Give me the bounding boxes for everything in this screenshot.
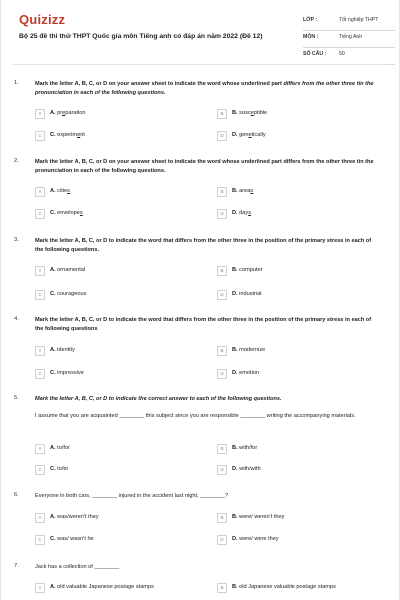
option-text: D. were/ were they xyxy=(232,536,279,542)
option-text: D. industrial xyxy=(232,291,262,297)
option-text: C. courageous xyxy=(50,291,87,297)
page-title: Bộ 25 đề thi thử THPT Quốc gia môn Tiếng anh có đáp án năm 2022 (Đề 12) xyxy=(19,33,263,40)
option-text: A. ornamental xyxy=(50,267,86,273)
option-text: D. emotion xyxy=(232,370,260,376)
option-text: D. genetically xyxy=(232,132,266,138)
prompt-main: Mark the letter A, B, C, or D on your answer sheet to indicate the word whose underlined part xyxy=(35,81,284,87)
question-prompt: Mark the letter A, B, C, or D to indicate the word that differs from the other three in the position of the primary stress in each of the following questions xyxy=(35,317,372,332)
question-number: 3. xyxy=(14,237,19,243)
option-text: B. with/for xyxy=(232,445,258,451)
option-letter-box: B xyxy=(217,187,227,197)
option-letter-box: A xyxy=(35,583,45,593)
option-letter-box: B xyxy=(217,513,227,523)
option-text: C. experiment xyxy=(50,132,85,138)
option-text: B. modernize xyxy=(232,347,266,353)
option-letter-box: D xyxy=(217,290,227,300)
option-letter-box: A xyxy=(35,444,45,454)
prompt-italic: differs from the other three tin the pronunciation in each of the following questions. xyxy=(35,81,374,96)
option-letter-box: C xyxy=(35,290,45,300)
option-text: B. areas xyxy=(232,188,254,194)
option-letter-box: B xyxy=(217,583,227,593)
option-letter-box: C xyxy=(35,131,45,141)
option-letter-box: C xyxy=(35,369,45,379)
question-number: 4. xyxy=(14,316,19,322)
option-letter-box: D xyxy=(217,465,227,475)
option-text: A. preparation xyxy=(50,110,86,116)
meta-row-class xyxy=(303,14,395,31)
meta-label: SỐ CÂU : xyxy=(303,51,327,57)
option-letter-box: A xyxy=(35,109,45,119)
meta-value: Tốt nghiệp THPT xyxy=(339,17,379,23)
question-prompt: Mark the letter A, B, C, or D to indicate the correct answer to each of the following questions. xyxy=(35,396,282,402)
option-letter-box: A xyxy=(35,187,45,197)
option-text: B. computer xyxy=(232,267,263,273)
option-text: D. with/with xyxy=(232,466,261,472)
option-text: C. impressive xyxy=(50,370,84,376)
quizizz-logo: Quizizz xyxy=(19,12,66,27)
meta-label: MÔN : xyxy=(303,34,319,40)
option-letter-box: C xyxy=(35,465,45,475)
option-text: C. to/to xyxy=(50,466,69,472)
option-letter-box: A xyxy=(35,513,45,523)
option-letter-box: B xyxy=(217,346,227,356)
option-letter-box: B xyxy=(217,266,227,276)
meta-value: 50 xyxy=(339,51,345,57)
option-text: B. were/ weren't they xyxy=(232,514,285,520)
option-text: A. old valuable Japanese postage stamps xyxy=(50,584,154,590)
option-letter-box: B xyxy=(217,444,227,454)
option-letter-box: B xyxy=(217,109,227,119)
option-letter-box: D xyxy=(217,535,227,545)
option-text: C. envelopes xyxy=(50,210,83,216)
option-text: A. identity xyxy=(50,347,75,353)
option-letter-box: D xyxy=(217,131,227,141)
question-number: 2. xyxy=(14,158,19,164)
option-letter-box: D xyxy=(217,369,227,379)
question-number: 6. xyxy=(14,492,19,498)
meta-row-subject xyxy=(303,31,395,48)
option-letter-box: D xyxy=(217,209,227,219)
option-letter-box: C xyxy=(35,535,45,545)
question-prompt: Mark the letter A, B, C, or D to indicate the word that differs from the other three in the position of the primary stress in each of the following questions. xyxy=(35,238,372,253)
question-prompt xyxy=(35,80,381,98)
option-text: A. cities xyxy=(50,188,70,194)
option-text: A. was/weren't they xyxy=(50,514,99,520)
question-sentence: Everyone in both cars, ________ injured in the accident last night, ________? xyxy=(35,493,229,499)
question-number: 1. xyxy=(14,80,19,86)
question-number: 5. xyxy=(14,395,19,401)
option-letter-box: C xyxy=(35,209,45,219)
meta-row-count xyxy=(303,48,395,65)
question-sentence: Jack has a collection of ________ xyxy=(35,564,120,570)
question-number: 7. xyxy=(14,563,19,569)
question-sentence: I assume that you are acquainted ________ this subject since you are responsible ________ writing the accompanying materials. xyxy=(35,413,356,419)
option-text: D. days xyxy=(232,210,251,216)
option-text: C. was/ wasn't he xyxy=(50,536,94,542)
header-divider xyxy=(13,64,387,65)
meta-value: Tiếng Anh xyxy=(339,34,363,40)
option-text: B. old Japanese valuable postage stamps xyxy=(232,584,336,590)
option-text: B. susceptible xyxy=(232,110,268,116)
option-letter-box: A xyxy=(35,266,45,276)
question-prompt: Mark the letter A, B, C, or D on your answer sheet to indicate the word whose underlined part differs from the other three tin the pronunciation in each of the following questions. xyxy=(35,159,374,174)
option-text: A. to/for xyxy=(50,445,70,451)
meta-label: LỚP : xyxy=(303,17,318,23)
option-letter-box: A xyxy=(35,346,45,356)
worksheet-meta xyxy=(303,14,395,65)
